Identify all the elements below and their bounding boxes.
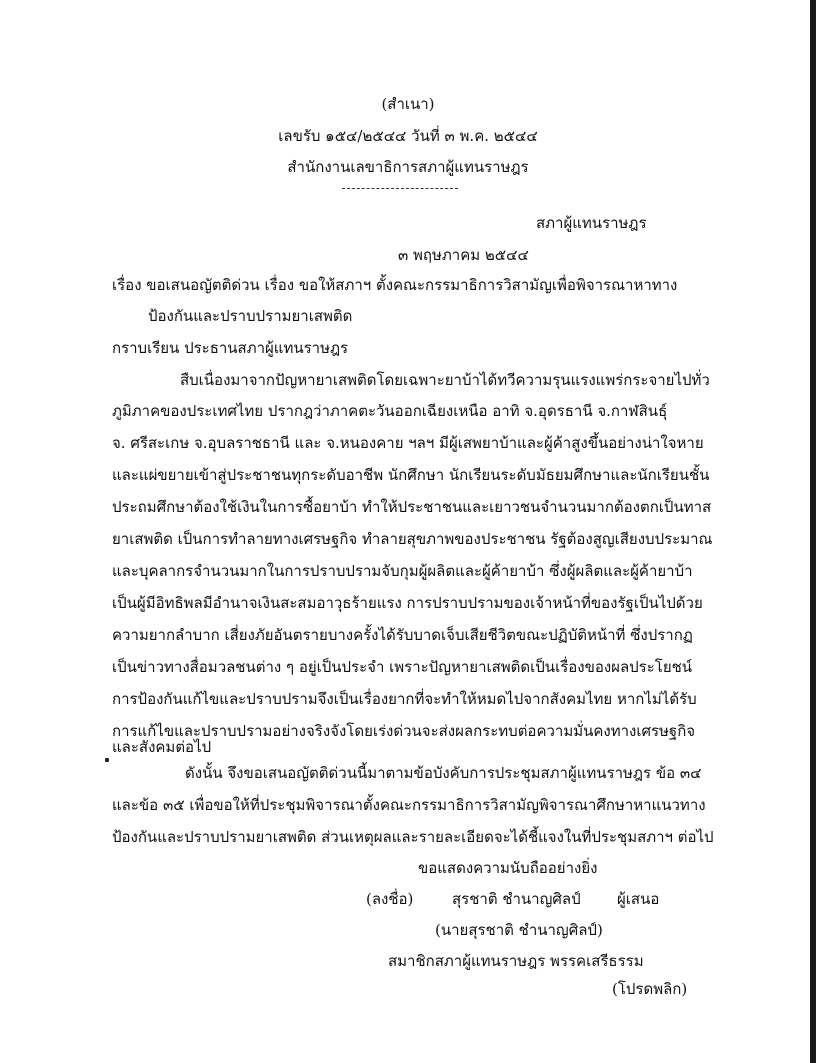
letter-date: ๓ พฤษภาคม ๒๕๔๔ (398, 246, 529, 264)
closing-line: ป้องกันและปราบปรามยาเสพติด ส่วนเหตุผลและรายละเอียดจะได้ชี้แจงในที่ประชุมสภาฯ ต่อไป (112, 828, 714, 846)
closing-line: ดังนั้น จึงขอเสนอญัตติด่วนนี้มาตามข้อบังคับการประชุมสภาผู้แทนราษฎร ข้อ ๓๔ (185, 764, 702, 782)
signer-position: สมาชิกสภาผู้แทนราษฎร พรรคเสรีธรรม (388, 952, 644, 970)
body-line: และบุคลากรจำนวนมากในการปราบปรามจับกุมผู้ผลิตและผู้ค้ายาบ้า ซึ่งผู้ผลิตและผู้ค้ายาบ้า (112, 562, 693, 580)
body-line: ยาเสพติด เป็นการทำลายทางเศรษฐกิจ ทำลายสุขภาพของประชาชน รัฐต้องสูญเสียงบประมาณ (112, 530, 713, 548)
printed-name: (นายสุรชาติ ชำนาญศิลป์) (435, 921, 603, 939)
subject-line-2: ป้องกันและปราบปรามยาเสพติด (148, 307, 353, 325)
subject-line-1: เรื่อง ขอเสนอญัตติด่วน เรื่อง ขอให้สภาฯ ตั้งคณะกรรมาธิการวิสามัญเพื่อพิจารณาหาทาง (112, 276, 678, 294)
body-line: และแผ่ขยายเข้าสู่ประชาชนทุกระดับอาชีพ นักศึกษา นักเรียนระดับมัธยมศึกษาและนักเรียนชั้น (112, 466, 710, 484)
scan-edge (810, 0, 816, 1063)
body-line: ประถมศึกษาต้องใช้เงินในการซื้อยาบ้า ทำให้ประชาชนและเยาวชนจำนวนมากต้องตกเป็นทาส (112, 498, 712, 516)
body-line: จ. ศรีสะเกษ จ.อุบลราชธานี และ จ.หนองคาย ฯลฯ มีผู้เสพยาบ้าและผู้ค้าสูงขึ้นอย่างน่าใจหาย (112, 434, 704, 452)
sender-org: สภาผู้แทนราษฎร (536, 214, 647, 232)
body-line: และสังคมต่อไป (112, 738, 212, 756)
salutation: กราบเรียน ประธานสภาผู้แทนราษฎร (112, 339, 349, 357)
body-line: ความยากลำบาก เสี่ยงภัยอันตรายบางครั้งได้รับบาดเจ็บเสียชีวิตขณะปฏิบัติหน้าที่ ซึ่งปรากฏ (112, 626, 693, 644)
body-line: การแก้ไขและปราบปรามอย่างจริงจังโดยเร่งด่วนจะส่งผลกระทบต่อความมั่นคงทางเศรษฐกิจ (112, 722, 696, 740)
scan-mark (105, 758, 109, 762)
signer-name: สุรชาติ ชำนาญศิลป์ (452, 890, 581, 908)
regards: ขอแสดงความนับถืออย่างยิ่ง (418, 859, 598, 877)
copy-label: (สำเนา) (381, 95, 435, 113)
body-line: เป็นผู้มีอิทธิพลมีอำนาจเงินสะสมอาวุธร้ายแรง การปราบปรามของเจ้าหน้าที่ของรัฐเป็นไปด้วย (112, 594, 703, 612)
body-line: สืบเนื่องมาจากปัญหายาเสพติดโดยเฉพาะยาบ้าได้ทวีความรุนแรงแพร่กระจายไปทั่ว (180, 371, 710, 389)
sign-label: (ลงชื่อ) (366, 890, 414, 908)
body-line: ภูมิภาคของประเทศไทย ปรากฎว่าภาคตะวันออกเฉียงเหนือ อาทิ จ.อุดรธานี จ.กาฬสินธุ์ (112, 402, 668, 420)
office-name: สำนักงานเลขาธิการสภาผู้แทนราษฎร (287, 158, 529, 176)
receipt-line: เลขรับ ๑๕๔/๒๕๔๔ วันที่ ๓ พ.ค. ๒๕๔๔ (278, 127, 538, 145)
separator-line (342, 188, 458, 189)
turn-over-note: (โปรดพลิก) (612, 980, 688, 998)
closing-line: และข้อ ๓๕ เพื่อขอให้ที่ประชุมพิจารณาตั้งคณะกรรมาธิการวิสามัญพิจารณาศึกษาหาแนวทาง (112, 796, 706, 814)
signer-role: ผู้เสนอ (617, 890, 660, 908)
body-line: การป้องกันแก้ไขและปราบปรามจึงเป็นเรื่องยากที่จะทำให้หมดไปจากสังคมไทย หากไม่ได้รับ (112, 690, 697, 708)
body-line: เป็นข่าวทางสื่อมวลชนต่าง ๆ อยู่เป็นประจำ เพราะปัญหายาเสพติดเป็นเรื่องของผลประโยชน์ (112, 658, 693, 676)
